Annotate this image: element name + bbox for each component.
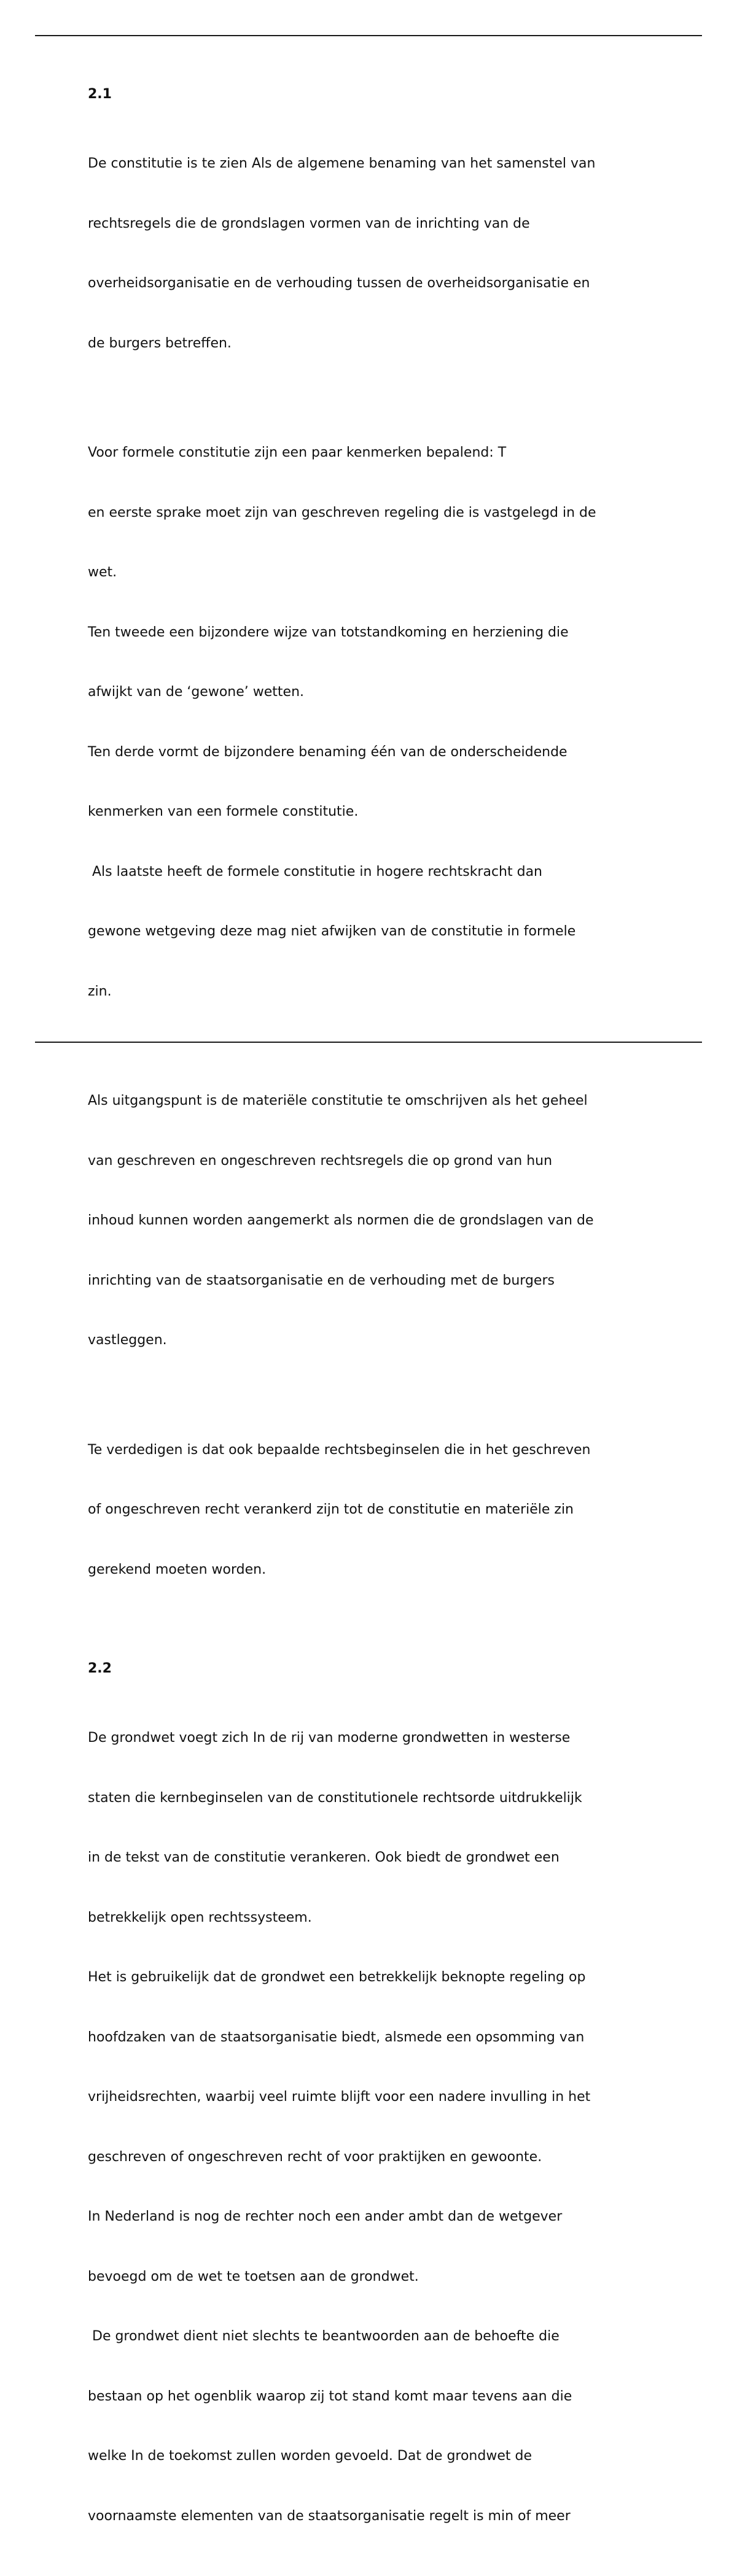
text-line: vrijheidsrechten, waarbij veel ruimte blijft voor een nadere invulling in het (88, 2089, 591, 2105)
text-line: afwijkt van de ‘gewone’ wetten. (88, 684, 305, 700)
text-line: betrekkelijk open rechtssysteem. (88, 1909, 312, 1925)
text-line: of ongeschreven recht verankerd zijn tot de constitutie en materiële zin (88, 1502, 574, 1517)
text-line: Te verdedigen is dat ook bepaalde rechtsbeginselen die in het geschreven (88, 1442, 591, 1458)
text-line: In Nederland is nog de rechter noch een ander ambt dan de wetgever (88, 2209, 563, 2224)
text-line: Als laatste heeft de formele constitutie in hogere rechtskracht dan (88, 864, 543, 880)
footer-rule (35, 1042, 702, 1043)
paragraph (88, 1051, 653, 1391)
text-line: De grondwet dient niet slechts te beantwoorden aan de behoefte die (88, 2329, 560, 2344)
text-line: hoofdzaken van de staatsorganisatie biedt, alsmede een opsomming van (88, 2029, 585, 2045)
section-spacer (88, 1630, 653, 1660)
paragraph (88, 114, 653, 393)
text-line: zin. (88, 983, 112, 999)
paragraph (88, 1688, 653, 2566)
text-line: inhoud kunnen worden aangemerkt als normen die de grondslagen van de (88, 1213, 594, 1228)
text-line: overheidsorganisatie en de verhouding tussen de overheidsorganisatie en (88, 276, 590, 291)
document-body (88, 86, 653, 2576)
header-rule (35, 35, 702, 36)
text-line: De constitutie is te zien Als de algemene benaming van het samenstel van (88, 156, 596, 171)
text-line: Als uitgangspunt is de materiële constitutie te omschrijven als het geheel (88, 1093, 588, 1108)
text-line: kenmerken van een formele constitutie. (88, 804, 359, 819)
text-line: Het is gebruikelijk dat de grondwet een betrekkelijk beknopte regeling op (88, 1970, 586, 1985)
section-number: 2.1 (88, 87, 112, 102)
text-line: en eerste sprake moet zijn van geschreven regeling die is vastgelegd in de (88, 505, 596, 520)
text-line: gewone wetgeving deze mag niet afwijken van de constitutie in formele (88, 924, 576, 939)
text-line: rechtsregels die de grondslagen vormen van de inrichting van de (88, 215, 530, 231)
text-line: Ten derde vormt de bijzondere benaming één van de onderscheidende (88, 744, 567, 760)
text-line: inrichting van de staatsorganisatie en de verhouding met de burgers (88, 1272, 555, 1288)
text-line: van geschreven en ongeschreven rechtsregels die op grond van hun (88, 1153, 553, 1169)
text-line: Ten tweede een bijzondere wijze van totstandkoming en herziening die (88, 624, 569, 640)
text-line: bestaan op het ogenblik waarop zij tot stand komt maar tevens aan die (88, 2388, 572, 2404)
text-line: in de tekst van de constitutie verankeren. Ook biedt de grondwet een (88, 1850, 560, 1865)
text-line: de burgers betreffen. (88, 335, 232, 351)
section-2-2 (88, 1660, 653, 2566)
text-line: staten die kernbeginselen van de constitutionele rechtsorde uitdrukkelijk (88, 1790, 582, 1806)
text-line: welke In de toekomst zullen worden gevoeld. Dat de grondwet de (88, 2448, 532, 2464)
text-line: bevoegd om de wet te toetsen aan de grondwet. (88, 2269, 419, 2284)
paragraph (88, 403, 653, 1042)
paragraph (88, 1401, 653, 1620)
text-line: voornaamste elementen van de staatsorganisatie regelt is min of meer (88, 2508, 571, 2524)
text-line: vastleggen. (88, 1332, 167, 1348)
text-line: gerekend moeten worden. (88, 1561, 267, 1577)
section-number: 2.2 (88, 1661, 112, 1676)
text-line: wet. (88, 565, 117, 580)
text-line: De grondwet voegt zich In de rij van moderne grondwetten in westerse (88, 1730, 571, 1746)
text-line: Voor formele constitutie zijn een paar kenmerken bepalend: T (88, 445, 507, 460)
text-line: geschreven of ongeschreven recht of voor praktijken en gewoonte. (88, 2149, 542, 2165)
section-2-1 (88, 86, 653, 1620)
